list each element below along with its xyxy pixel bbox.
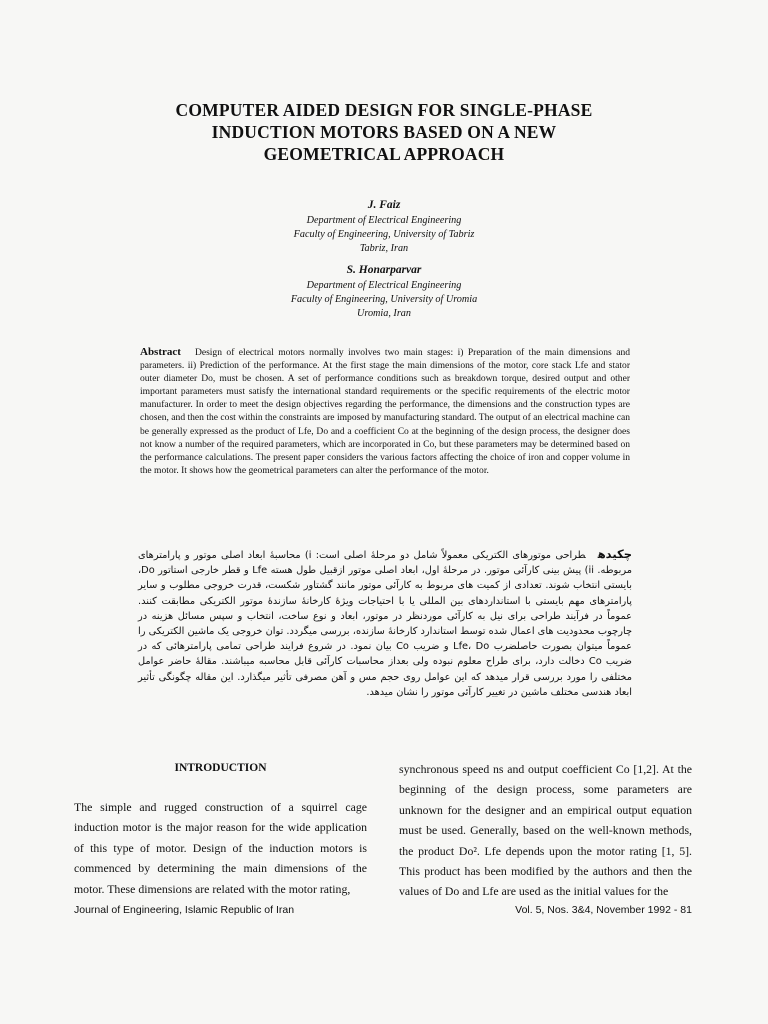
introduction-heading: INTRODUCTION xyxy=(174,762,267,774)
persian-abstract-text: طراحی موتورهای الکتریکی معمولاً شامل دو مرحلهٔ اصلی است: i) محاسبهٔ ابعاد اصلی موتور و پارامترهای مربوطه. ii) پیش بینی کارآئی موتور. در مرحلهٔ اول، ابعاد اصلی موتور ازقبیل طول هسته Lfe و قطر خارجی استاتور Do، بایستی انتخاب شوند. تعدادی از کمیت های مربوط به کارآئی موتور مانند گشتاور شکست، قدرت خروجی مطلوب و سایر پارامترهای مهم بایستی با استانداردهای بین المللی یا با احتیاجات ویژهٔ کارخانهٔ سازندهٔ موتور الکتریکی مطابقت کنند. عموماً در فرآیند طراحی برای نیل به کارآئی موردنظر در موتور، ابعاد و نوع ساخت، انتخاب و سپس مسائل هزینه در چارچوب محدودیت های اعمال شده توسط استاندارد کارخانهٔ سازنده، بررسی میگردد. توان خروجی یک ماشین الکتریکی را عموماً میتوان بصورت حاصلضرب Lfe، Do و ضریب Co بیان نمود. در شروع فرایند طراحی تمامی پارامترهائی که در ضریب Co دخالت دارد، برای طراح معلوم نبوده ولی بعداز محاسبات کارآئی قابل محاسبه میباشند. مقالهٔ حاضر عوامل مختلفی را مورد بررسی قرار میدهد که این عوامل روی حجم مس و آهن مصرفی تأثیر میگذارد. این مقاله چگونگی تأثیر ابعاد هندسی مختلف ماشین در تغییر کارآئی موتور را نشان میدهد. xyxy=(138,550,632,698)
title-line-3: GEOMETRICAL APPROACH xyxy=(263,144,505,164)
affiliation-department: Department of Electrical Engineering xyxy=(306,280,462,291)
abstract-block xyxy=(140,346,630,477)
affiliation-city: Tabriz, Iran xyxy=(359,243,409,254)
persian-abstract-label: چکیده xyxy=(597,547,632,561)
author-affiliation-1 xyxy=(0,214,768,256)
footer-volume-page: Vol. 5, Nos. 3&4, November 1992 - 81 xyxy=(515,904,692,916)
persian-abstract-block xyxy=(138,547,632,700)
affiliation-faculty: Faculty of Engineering, University of Uromia xyxy=(290,294,478,305)
title-line-1: COMPUTER AIDED DESIGN FOR SINGLE-PHASE xyxy=(175,100,593,120)
author-name-2: S. Honarparvar xyxy=(346,264,422,276)
title-line-2: INDUCTION MOTORS BASED ON A NEW xyxy=(211,122,557,142)
author-name-1: J. Faiz xyxy=(367,199,401,211)
introduction-left-column: The simple and rugged construction of a squirrel cage induction motor is the major reason for the wide application of this type of motor. Design of the induction motors is commenced by determining the main dimensions of the motor. These dimensions are related with the motor rating, xyxy=(74,800,367,896)
author-affiliation-2 xyxy=(0,279,768,321)
introduction-right-column: synchronous speed ns and output coefficient Co [1,2]. At the beginning of the design process, some parameters are unknown for the designer and an empirical output equation must be used. Generally, based on the well-known methods, the product Do². Lfe depends upon the motor rating [1, 5]. This product has been modified by the authors and then the values of Do and Lfe are used as the initial values for the xyxy=(399,762,692,899)
affiliation-faculty: Faculty of Engineering, University of Tabriz xyxy=(293,229,475,240)
footer-journal: Journal of Engineering, Islamic Republic of Iran xyxy=(74,904,295,916)
affiliation-department: Department of Electrical Engineering xyxy=(306,215,462,226)
affiliation-city: Uromia, Iran xyxy=(357,308,411,319)
abstract-text: Design of electrical motors normally involves two main stages: i) Preparation of the main dimensions and parameters. ii) Prediction of the performance. At the first stage the main dimensions of the motor, core stack Lfe and stator outer diameter Do, must be chosen. A set of performance conditions such as breakdown torque, desired output and other important parameters must satisfy the international standard requirements or the specific requirements of the electric motor manufacturer. In order to meet the design objectives regarding the performance, the dimensions and the construction types are chosen, and then the cost within the constraints are imposed by manufacturing standard. The output of an electrical machine can be generally expressed as the product of Lfe, Do and a coefficient Co at the beginning of the design process, the designer does not know a number of the required parameters, which are incorporated in Co, but these parameters may be determined based on the performance calculations. The present paper considers the various factors affecting the choice of iron and copper volume in the motor. It shows how the geometrical parameters can alter the performance of the motor. xyxy=(140,347,630,476)
abstract-label: Abstract xyxy=(140,346,181,358)
paper-title xyxy=(0,99,768,165)
